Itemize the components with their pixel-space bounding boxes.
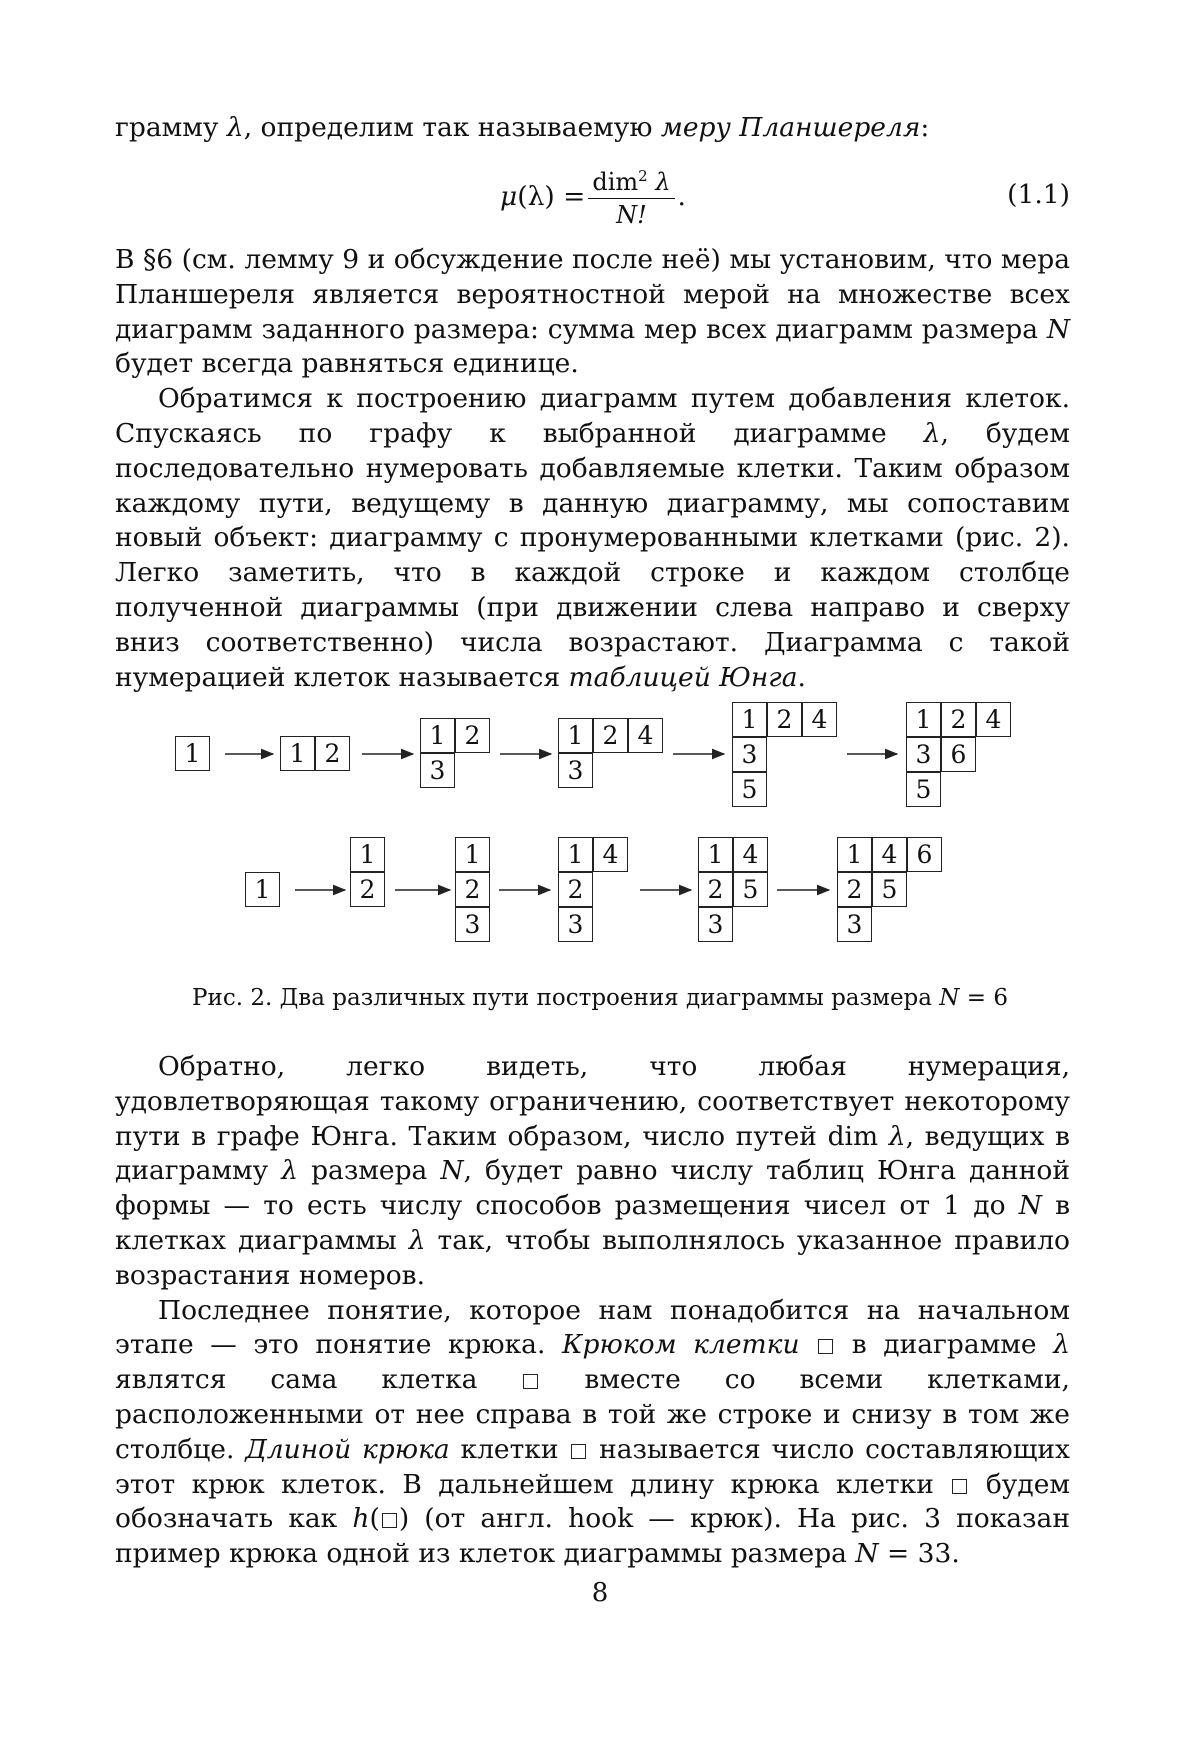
tableau-cell: 6 — [941, 737, 976, 772]
tableau-cell: 1 — [280, 736, 315, 771]
term-plancherel-measure: меру Планшереля — [660, 112, 921, 143]
tableau-cell: 2 — [837, 872, 872, 907]
tableau-cell: 2 — [558, 872, 593, 907]
tableau-cell: 1 — [837, 837, 872, 872]
tableau-cell: 2 — [455, 872, 490, 907]
text-block-top — [115, 243, 1070, 695]
tableau-cell: 1 — [906, 702, 941, 737]
figure-caption: Рис. 2. Два различных пути построения диаграммы размера N = 6 — [192, 985, 1008, 1011]
tableau-cell: 3 — [837, 907, 872, 942]
tableau-cell: 2 — [941, 702, 976, 737]
tableau-cell: 6 — [907, 837, 942, 872]
tableau-cell: 1 — [732, 702, 767, 737]
tableau-cell: 5 — [872, 872, 907, 907]
formula-1-1 — [0, 162, 1200, 232]
fraction — [588, 162, 674, 230]
tableau-cell: 4 — [593, 837, 628, 872]
tableau-cell: 2 — [350, 872, 385, 907]
page-number: 8 — [591, 1578, 609, 1608]
tableau-cell: 3 — [732, 737, 767, 772]
tableau-cell: 2 — [767, 702, 802, 737]
tableau-cell: 3 — [558, 907, 593, 942]
tableau-cell: 1 — [420, 718, 455, 753]
tableau-cell: 3 — [558, 753, 593, 788]
tableau-cell: 4 — [802, 702, 837, 737]
tableau-cell: 2 — [593, 718, 628, 753]
tableau-cell: 2 — [455, 718, 490, 753]
tableau-cell: 2 — [315, 736, 350, 771]
tableau-cell: 4 — [628, 718, 663, 753]
tableau-cell: 2 — [698, 872, 733, 907]
paragraph-1: В §6 (см. лемму 9 и обсуждение после неё) мы установим, что мера Планшереля является вероятностной мерой на множестве всех диаграмм заданного размера: сумма мер всех диаграмм размера N будет всегда равняться единице. — [115, 244, 1070, 380]
tableau-cell: 3 — [698, 907, 733, 942]
tableau-cell: 4 — [872, 837, 907, 872]
text-block-bottom — [115, 1050, 1070, 1572]
tableau-cell: 1 — [455, 837, 490, 872]
paragraph-2: Обратимся к построению диаграмм путем добавления клеток. Спускаясь по графу к выбранной диаграмме λ, будем последовательно нумеровать добавляемые клетки. Таким образом каждому пути, ведущему в данную диаграмму, мы сопоставим новый объект: диаграмму с пронумерованными клетками (рис. 2). Легко заметить, что в каждой строке и каждом столбце полученной диаграммы (при движении слева направо и сверху вниз соответственно) числа возрастают. Диаграмма с такой нумерацией клеток называется таблицей Юнга. — [115, 383, 1070, 693]
term-young-tableau: таблицей Юнга — [568, 661, 798, 693]
figure-2 — [0, 695, 1200, 960]
tableau-cell: 1 — [175, 736, 210, 771]
tableau-cell: 5 — [732, 772, 767, 807]
formula-expression: μ (λ) = $\frac{dim^2 \lambda}{N!}$ . — [500, 162, 686, 230]
tableau-cell: 4 — [976, 702, 1011, 737]
tableau-cell: 5 — [733, 872, 768, 907]
fraction-denominator: N! — [616, 201, 647, 229]
tableau-cell: 3 — [420, 753, 455, 788]
tableau-cell: 4 — [733, 837, 768, 872]
tableau-cell: 1 — [558, 837, 593, 872]
tableau-cell: 1 — [350, 837, 385, 872]
tableau-cell: 3 — [455, 907, 490, 942]
paragraph-4: Последнее понятие, которое нам понадобится на начальном этапе — это понятие крюка. Крюком клетки в диаграмме λ являтся сама клетка вместе со всеми клетками, расположенными от нее справа в той же строке и снизу в том же столбце. Длиной крюка клетки называется число составляющих этот крюк клеток. В дальнейшем длину крюка клетки будем обозначать как h( ) (от англ. hook — крюк). На рис. 3 показан пример крюка одной из клеток диаграммы размера N = 33. — [115, 1294, 1070, 1570]
cell-square-icon — [523, 1374, 538, 1389]
tableau-cell: 1 — [245, 872, 280, 907]
paragraph-3: Обратно, легко видеть, что любая нумерация, удовлетворяющая такому ограничению, соответствует некоторому пути в графе Юнга. Таким образом, число путей dim λ, ведущих в диаграмму λ размера N, будет равно числу таблиц Юнга данной формы — то есть числу способов размещения чисел от 1 до N в клетках диаграммы λ так, чтобы выполнялось указанное правило возрастания номеров. — [115, 1051, 1071, 1291]
fraction-numerator: dim$^2$ λ — [588, 162, 674, 199]
tableau-cell: 1 — [698, 837, 733, 872]
tableau-cell: 1 — [558, 718, 593, 753]
cell-square-icon — [952, 1479, 967, 1494]
tableau-cell: 3 — [906, 737, 941, 772]
term-hook-length: Длиной крюка — [245, 1433, 450, 1465]
cell-square-icon — [571, 1444, 586, 1459]
term-hook-of-cell: Крюком клетки — [561, 1329, 800, 1361]
cell-square-icon — [818, 1339, 833, 1354]
cell-square-icon — [382, 1513, 397, 1528]
equation-number: (1.1) — [1007, 179, 1070, 210]
paragraph-0: грамму λ, определим так называемую меру Планшереля: — [115, 112, 930, 143]
intro-line — [115, 111, 1070, 146]
tableau-cell: 5 — [906, 772, 941, 807]
